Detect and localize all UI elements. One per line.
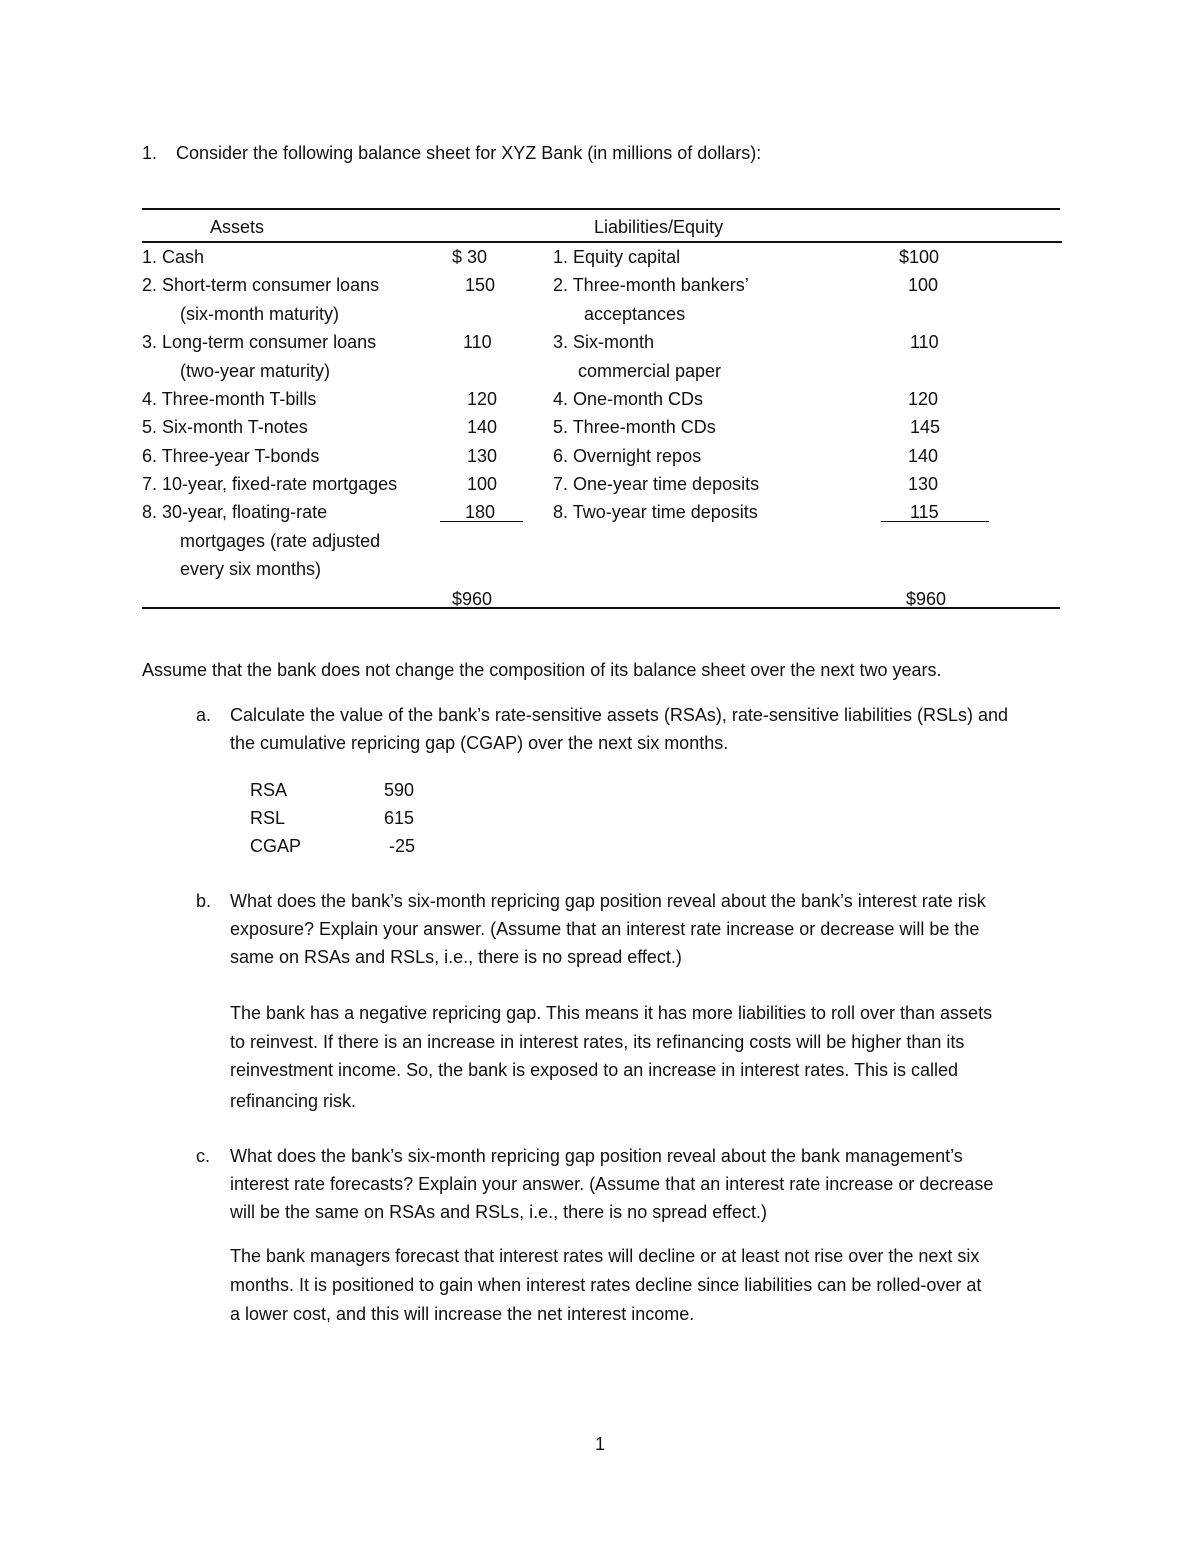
liability-label: 1. Equity capital [553, 247, 681, 267]
asset-value: 110 [463, 332, 492, 352]
liability-label: 8. Two-year time deposits [553, 502, 758, 522]
assets-header: Assets [210, 217, 265, 237]
part-b-letter: b. [196, 891, 212, 911]
asset-value: 150 [465, 275, 496, 295]
part-b-answer-line: to reinvest. If there is an increase in interest rates, its refinancing costs will be higher than its [230, 1032, 965, 1052]
liability-value: $100 [899, 247, 940, 267]
liability-value: 120 [908, 389, 939, 409]
answer-label-cgap: CGAP [250, 836, 302, 856]
part-b-answer-line: reinvestment income. So, the bank is exposed to an increase in interest rates. This is called [230, 1060, 959, 1080]
asset-value: 130 [467, 446, 498, 466]
liability-value: 100 [908, 275, 939, 295]
asset-sublabel: every six months) [180, 559, 322, 579]
liabilities-total: $960 [906, 589, 947, 609]
assumption-text: Assume that the bank does not change the composition of its balance sheet over the next two years. [142, 660, 942, 680]
part-c-question-line: interest rate forecasts? Explain your answer. (Assume that an interest rate increase or decrease [230, 1174, 994, 1194]
asset-sublabel: (two-year maturity) [180, 361, 331, 381]
part-b-question-line: exposure? Explain your answer. (Assume that an interest rate increase or decrease will be the [230, 919, 980, 939]
part-c-question-line: What does the bank’s six-month repricing gap position reveal about the bank management’s [230, 1146, 963, 1166]
part-b-answer-line: refinancing risk. [230, 1091, 357, 1111]
part-b-question-line: same on RSAs and RSLs, i.e., there is no spread effect.) [230, 947, 682, 967]
liability-label: 3. Six-month [553, 332, 655, 352]
header-rule [142, 241, 1062, 243]
asset-value: 180 [465, 502, 496, 522]
asset-subtotal-rule [440, 521, 523, 522]
part-a-question-line: the cumulative repricing gap (CGAP) over the next six months. [230, 733, 729, 753]
part-c-answer-line: months. It is positioned to gain when interest rates decline since liabilities can be rolled-over at [230, 1275, 982, 1295]
part-a-letter: a. [196, 705, 212, 725]
liability-sublabel: acceptances [584, 304, 686, 324]
part-a-question-line: Calculate the value of the bank’s rate-sensitive assets (RSAs), rate-sensitive liabilities (RSLs) and [230, 705, 1009, 725]
question-text: Consider the following balance sheet for XYZ Bank (in millions of dollars): [176, 143, 762, 163]
asset-label: 8. 30-year, floating-rate [142, 502, 328, 522]
asset-label: 7. 10-year, fixed-rate mortgages [142, 474, 398, 494]
question-number: 1. [142, 143, 158, 163]
answer-value-rsa: 590 [384, 780, 415, 800]
liability-subtotal-rule [881, 521, 989, 522]
answer-value-cgap: -25 [389, 836, 416, 856]
asset-label: 2. Short-term consumer loans [142, 275, 380, 295]
assets-total: $960 [452, 589, 493, 609]
part-c-question-line: will be the same on RSAs and RSLs, i.e., there is no spread effect.) [230, 1202, 767, 1222]
part-c-answer-line: a lower cost, and this will increase the net interest income. [230, 1304, 695, 1324]
liability-value: 115 [910, 502, 939, 522]
answer-label-rsl: RSL [250, 808, 286, 828]
page-number: 1 [595, 1434, 606, 1454]
asset-sublabel: mortgages (rate adjusted [180, 531, 381, 551]
answer-label-rsa: RSA [250, 780, 288, 800]
liability-sublabel: commercial paper [578, 361, 722, 381]
asset-value: 140 [467, 417, 498, 437]
asset-label: 6. Three-year T-bonds [142, 446, 320, 466]
part-b-answer-line: The bank has a negative repricing gap. This means it has more liabilities to roll over than assets [230, 1003, 993, 1023]
liability-label: 2. Three-month bankers’ [553, 275, 749, 295]
liability-label: 5. Three-month CDs [553, 417, 716, 437]
liability-label: 7. One-year time deposits [553, 474, 760, 494]
asset-label: 1. Cash [142, 247, 205, 267]
table-bottom-rule [142, 607, 1060, 609]
asset-value: $ 30 [452, 247, 488, 267]
table-top-rule [142, 208, 1060, 210]
asset-value: 100 [467, 474, 498, 494]
asset-value: 120 [467, 389, 498, 409]
answer-value-rsl: 615 [384, 808, 415, 828]
asset-label: 5. Six-month T-notes [142, 417, 308, 437]
part-c-letter: c. [196, 1146, 211, 1166]
liability-label: 6. Overnight repos [553, 446, 702, 466]
asset-sublabel: (six-month maturity) [180, 304, 340, 324]
part-b-question-line: What does the bank’s six-month repricing gap position reveal about the bank’s interest rate risk [230, 891, 986, 911]
liabilities-header: Liabilities/Equity [594, 217, 724, 237]
liability-value: 140 [908, 446, 939, 466]
asset-label: 4. Three-month T-bills [142, 389, 317, 409]
part-c-answer-line: The bank managers forecast that interest rates will decline or at least not rise over the next six [230, 1246, 980, 1266]
liability-value: 130 [908, 474, 939, 494]
liability-value: 145 [910, 417, 941, 437]
liability-label: 4. One-month CDs [553, 389, 704, 409]
asset-label: 3. Long-term consumer loans [142, 332, 377, 352]
liability-value: 110 [910, 332, 939, 352]
